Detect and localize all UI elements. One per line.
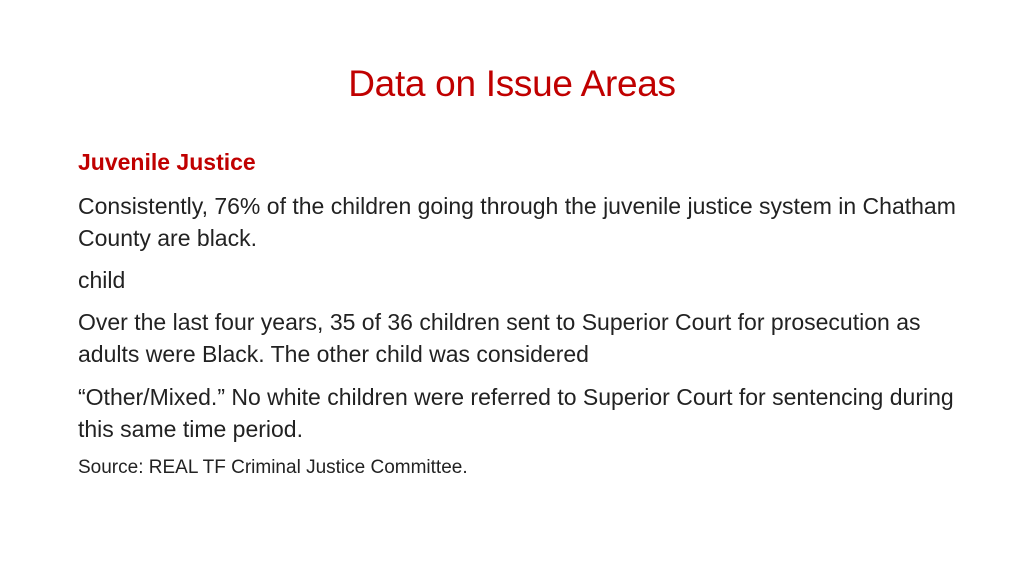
source-citation: Source: REAL TF Criminal Justice Committee. [78,457,468,478]
slide-body [78,146,958,481]
slide-title: Data on Issue Areas [348,63,676,104]
paragraph-child: child [78,267,126,293]
paragraph-superior-court: Over the last four years, 35 of 36 children sent to Superior Court for prosecution as adults were Black. The other child was considered [78,309,921,367]
paragraph-statistic: Consistently, 76% of the children going through the juvenile justice system in Chatham County are black. [78,193,956,251]
section-heading: Juvenile Justice [78,149,256,175]
paragraph-other-mixed: “Other/Mixed.” No white children were referred to Superior Court for sentencing during this same time period. [78,384,954,442]
